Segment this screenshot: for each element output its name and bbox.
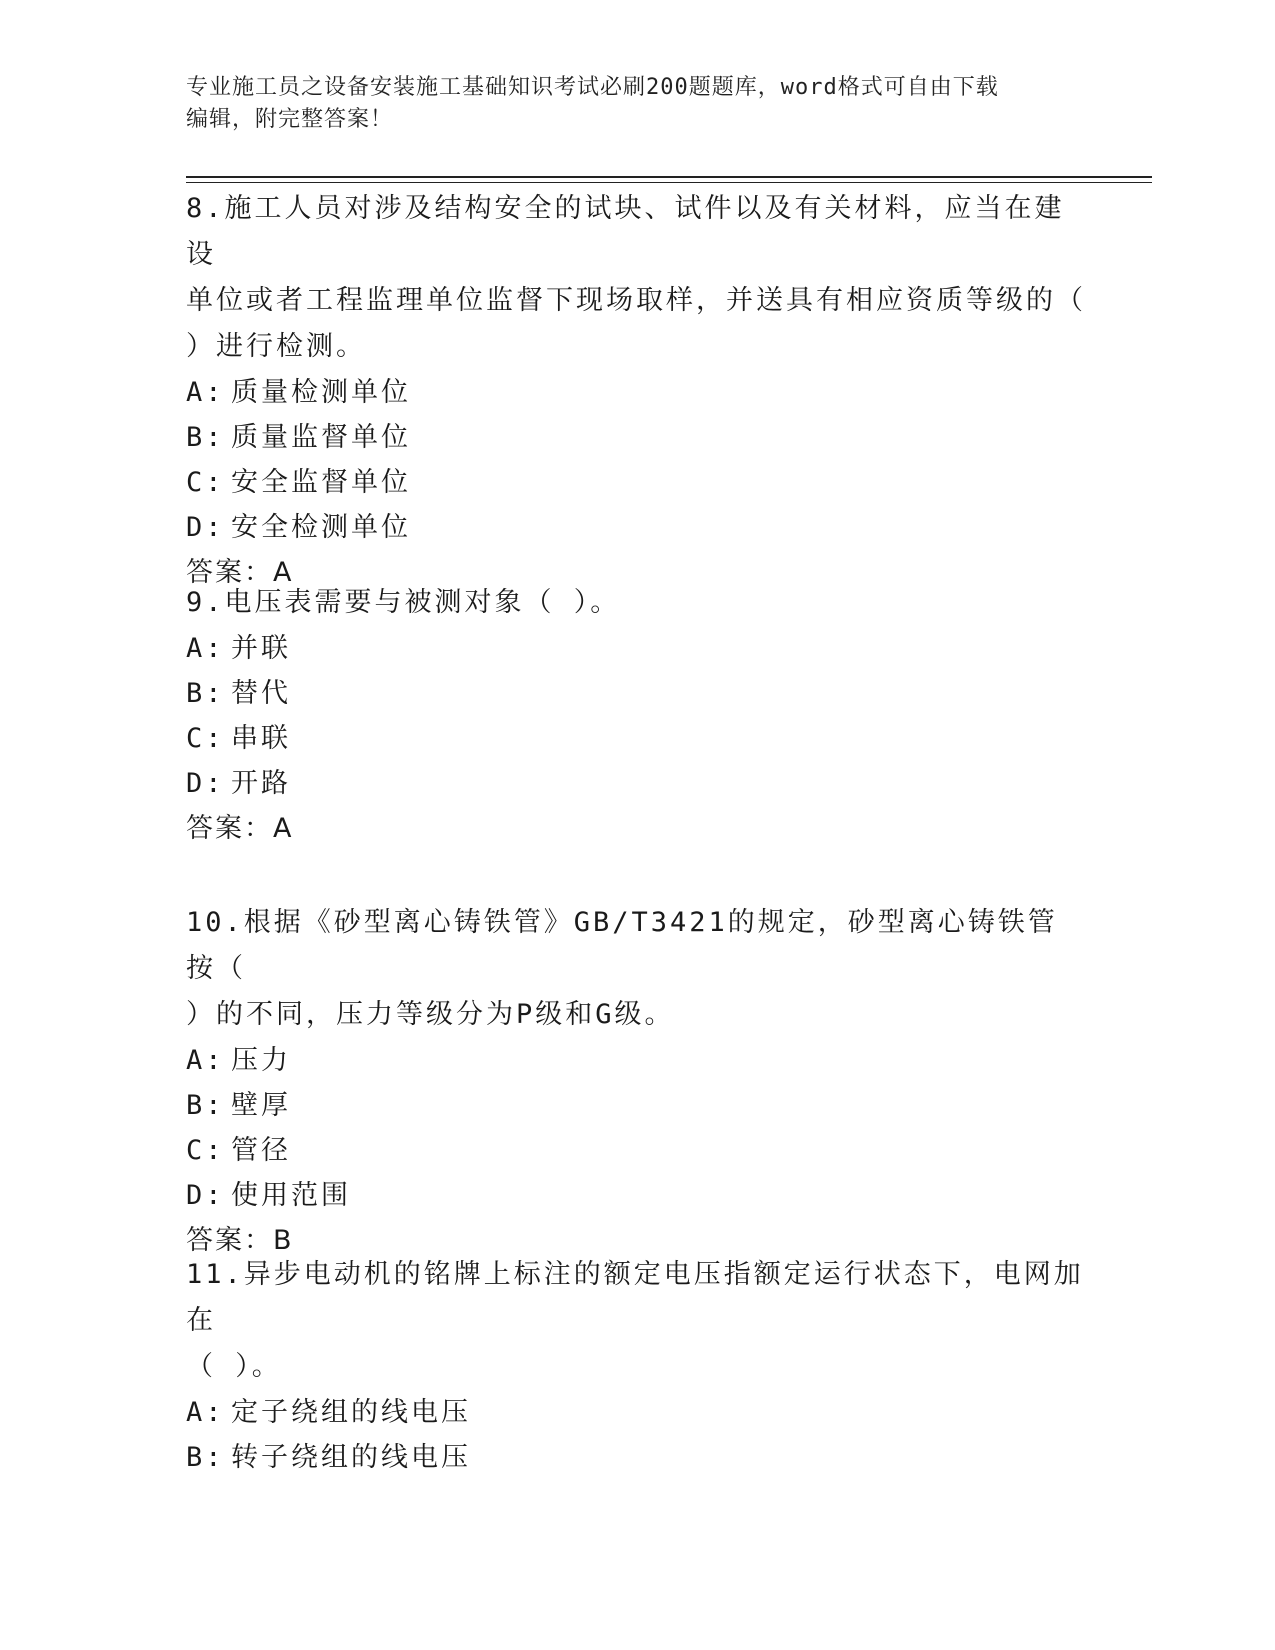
option-text: 定子绕组的线电压: [231, 1397, 471, 1428]
question-stem-line: 8.施工人员对涉及结构安全的试块、试件以及有关材料，应当在建设: [186, 193, 1065, 270]
option-key: C:: [186, 467, 225, 498]
option-text: 开路: [231, 768, 291, 799]
option-text: 安全监督单位: [231, 467, 411, 498]
question-stem-line: 11.异步电动机的铭牌上标注的额定电压指额定运行状态下，电网加在: [186, 1259, 1084, 1336]
option-d: [186, 761, 1086, 806]
option-d: [186, 505, 1086, 550]
option-c: [186, 716, 1086, 761]
option-key: B:: [186, 678, 225, 709]
option-key: B:: [186, 1442, 225, 1473]
option-text: 安全检测单位: [231, 512, 411, 543]
answer-line: 答案：B: [186, 1225, 294, 1256]
option-key: D:: [186, 1180, 225, 1211]
option-d: [186, 1173, 1086, 1218]
option-key: A:: [186, 1397, 225, 1428]
option-a: [186, 370, 1086, 415]
question-9: [186, 580, 1086, 852]
option-key: C:: [186, 723, 225, 754]
question-stem-line: ）进行检测。: [186, 331, 366, 362]
question-stem-line: ）的不同，压力等级分为P级和G级。: [186, 999, 675, 1030]
question-stem-line: 单位或者工程监理单位监督下现场取样，并送具有相应资质等级的（: [186, 285, 1086, 316]
option-a: [186, 626, 1086, 671]
option-key: C:: [186, 1135, 225, 1166]
header-title-line-1: 专业施工员之设备安装施工基础知识考试必刷200题题库，word格式可自由下载: [186, 75, 999, 100]
option-key: B:: [186, 422, 225, 453]
option-key: A:: [186, 377, 225, 408]
option-key: D:: [186, 512, 225, 543]
option-text: 压力: [231, 1045, 291, 1076]
option-c: [186, 1128, 1086, 1173]
question-10: [186, 900, 1086, 1264]
option-text: 使用范围: [231, 1180, 351, 1211]
option-c: [186, 460, 1086, 505]
option-b: [186, 1083, 1086, 1128]
option-key: A:: [186, 633, 225, 664]
option-text: 管径: [231, 1135, 291, 1166]
option-text: 串联: [231, 723, 291, 754]
option-key: B:: [186, 1090, 225, 1121]
question-8: [186, 186, 1086, 596]
option-b: [186, 1435, 1086, 1480]
header-divider-thick: [186, 176, 1152, 178]
header-title-line-2: 编辑，附完整答案！: [186, 107, 394, 132]
header-divider-thin: [186, 182, 1152, 183]
option-text: 转子绕组的线电压: [231, 1442, 471, 1473]
option-text: 替代: [231, 678, 291, 709]
option-b: [186, 415, 1086, 460]
question-stem-line: 10.根据《砂型离心铸铁管》GB/T3421的规定，砂型离心铸铁管按（: [186, 907, 1058, 984]
question-11: [186, 1252, 1086, 1480]
option-text: 质量检测单位: [231, 377, 411, 408]
option-text: 壁厚: [231, 1090, 291, 1121]
option-key: D:: [186, 768, 225, 799]
document-header: [186, 72, 1066, 136]
option-a: [186, 1390, 1086, 1435]
option-a: [186, 1038, 1086, 1083]
option-text: 质量监督单位: [231, 422, 411, 453]
answer-line: 答案：A: [186, 557, 294, 588]
option-b: [186, 671, 1086, 716]
question-stem-line: （ ）。: [186, 1351, 282, 1382]
option-key: A:: [186, 1045, 225, 1076]
answer-line: 答案：A: [186, 813, 294, 844]
question-stem-line: 9.电压表需要与被测对象（ ）。: [186, 587, 621, 618]
option-text: 并联: [231, 633, 291, 664]
